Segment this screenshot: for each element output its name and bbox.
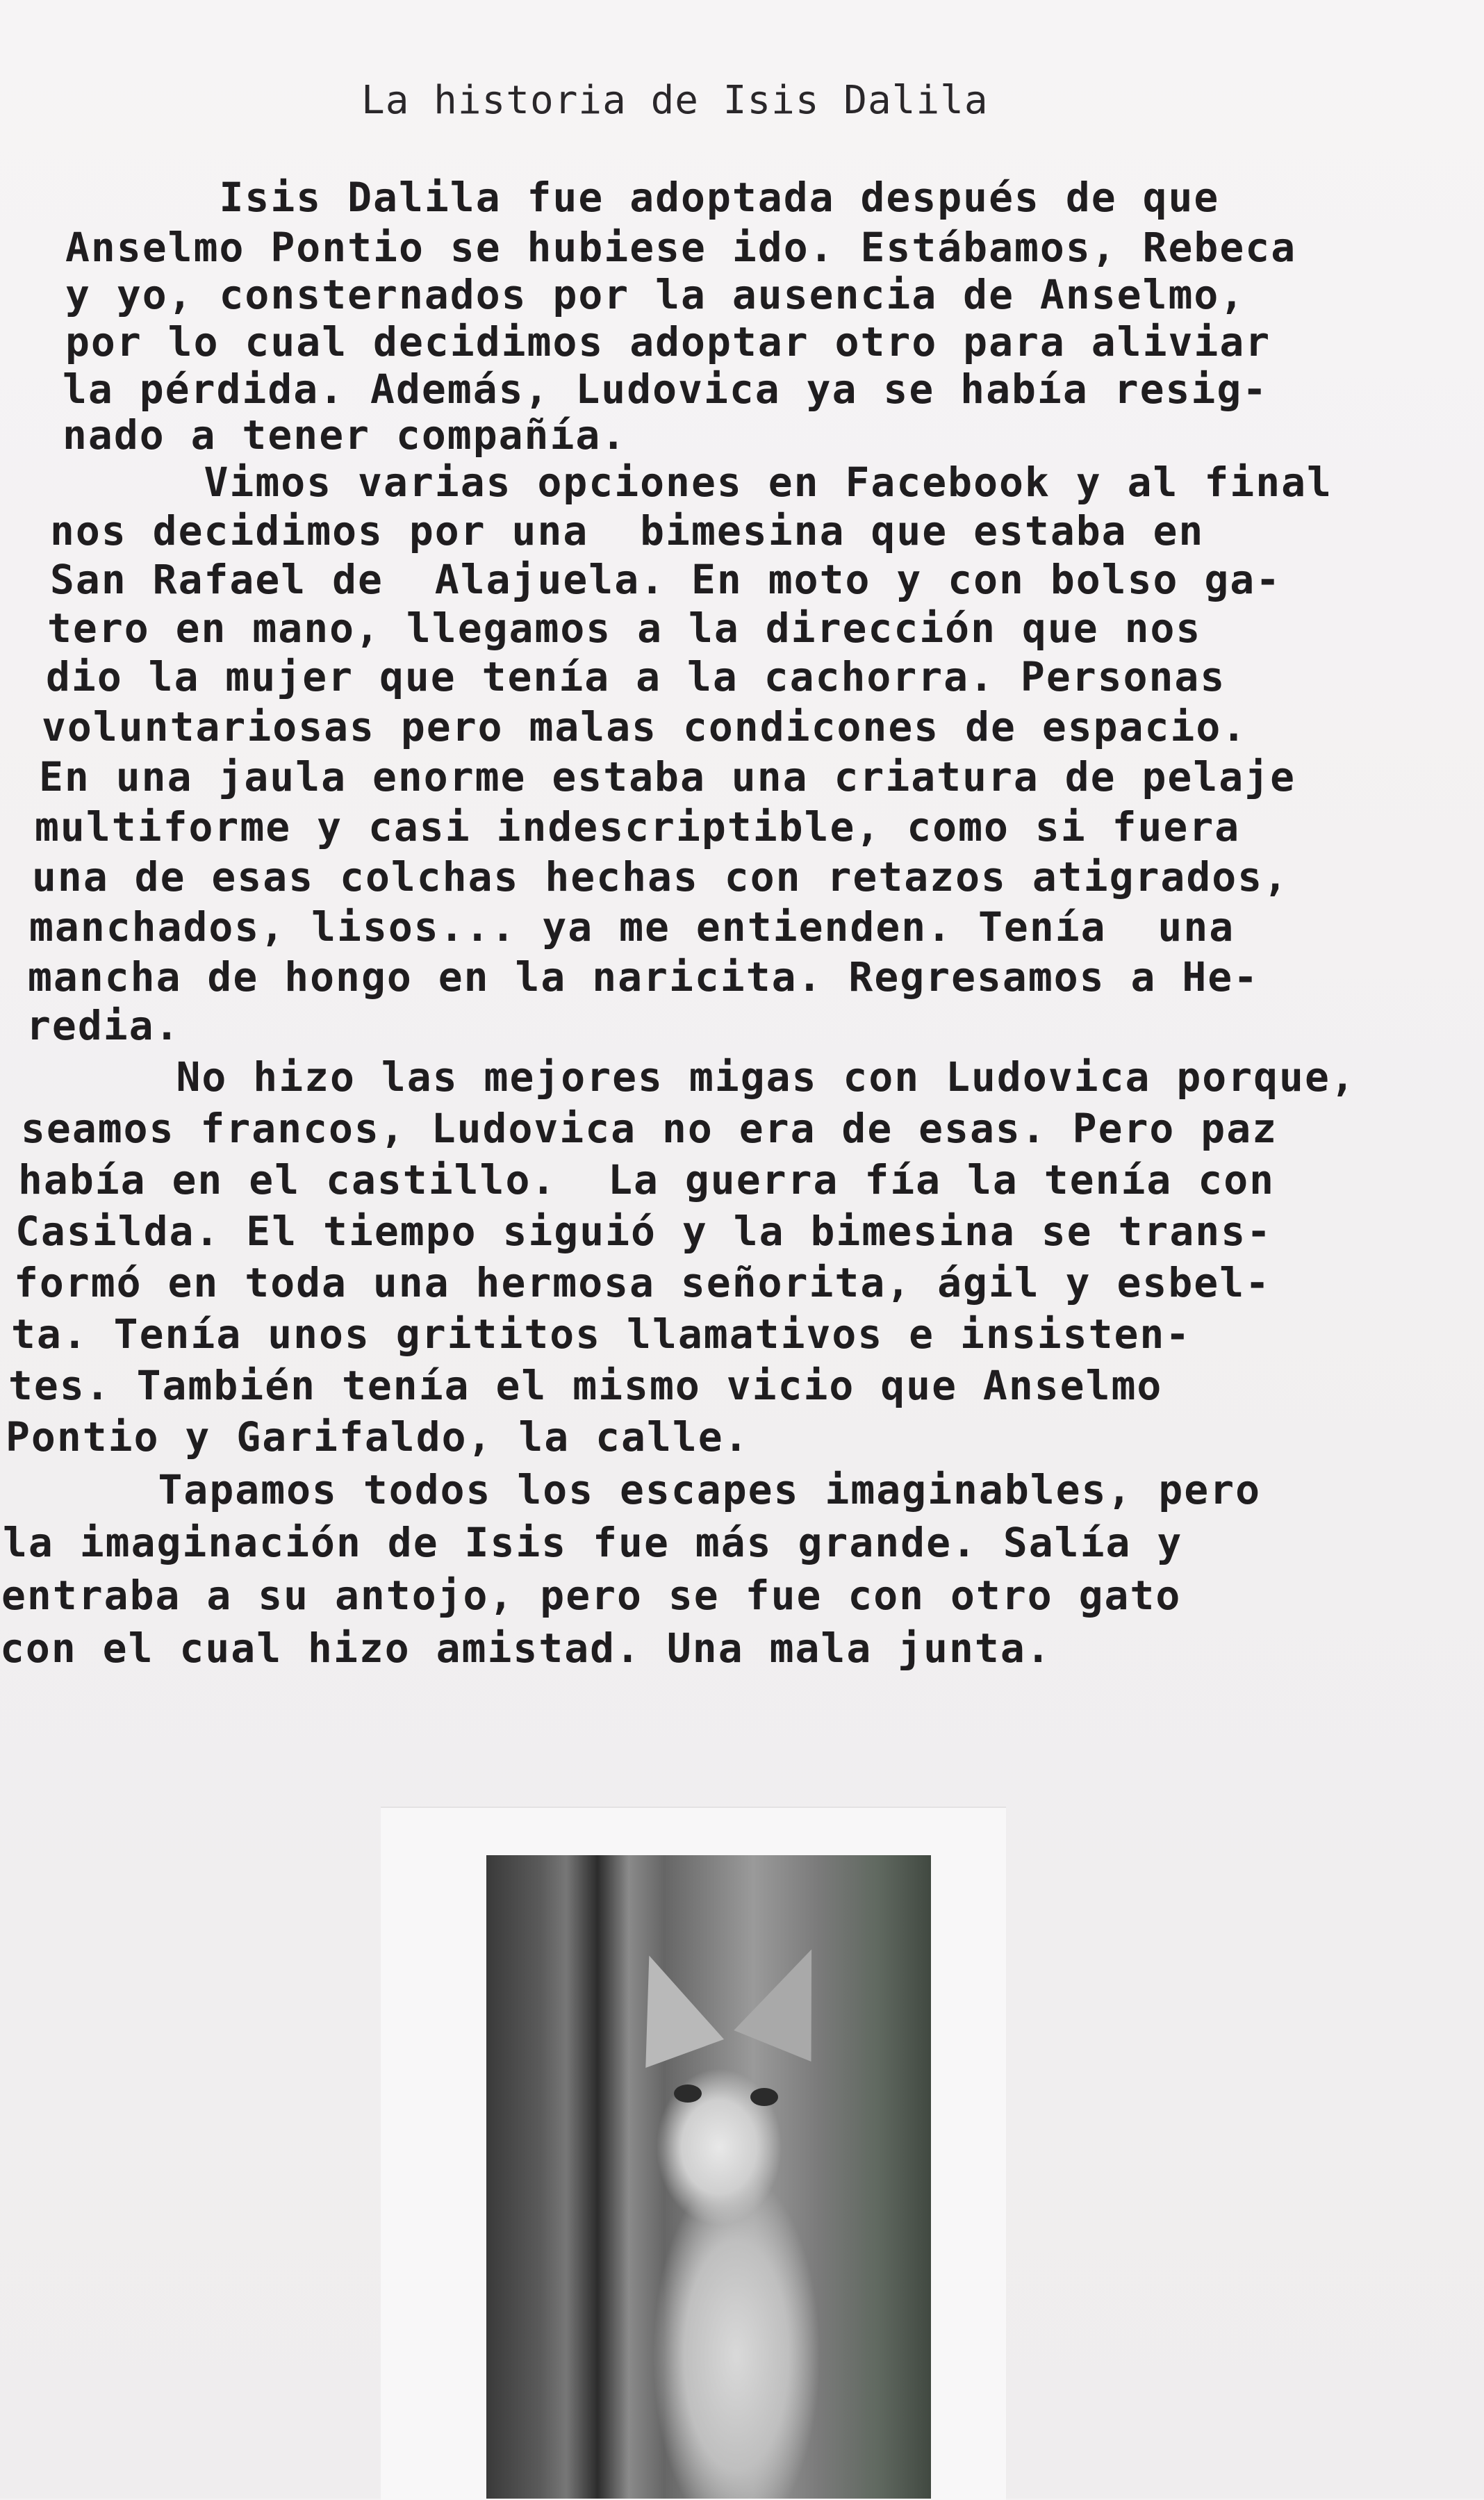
text-line: la imaginación de Isis fue más grande. Salía y <box>3 1519 1183 1566</box>
text-line: con el cual hizo amistad. Una mala junta. <box>0 1625 1052 1672</box>
cat-ear-left <box>610 1941 724 2068</box>
text-line: En una jaula enorme estaba una criatura de pelaje <box>39 753 1296 800</box>
cat-eye-left <box>674 2084 702 2103</box>
text-line: Tapamos todos los escapes imaginables, pero <box>4 1466 1262 1513</box>
text-line: Anselmo Pontio se hubiese ido. Estábamos, Rebeca <box>65 224 1297 271</box>
text-line: Casilda. El tiempo siguió y la bimesina se trans- <box>15 1208 1273 1255</box>
text-line: voluntariosas pero malas condicones de espacio. <box>42 703 1248 750</box>
text-line: seamos francos, Ludovica no era de esas. Pero paz <box>21 1105 1278 1152</box>
text-line: por lo cual decidimos adoptar otro para aliviar <box>65 318 1271 365</box>
text-line: entraba a su antojo, pero se fue con otro gato <box>1 1572 1182 1619</box>
text-line: dio la mujer que tenía a la cachorra. Personas <box>46 653 1226 700</box>
text-line: nos decidimos por una bimesina que estaba en <box>50 507 1205 554</box>
text-line: multiforme y casi indescriptible, como si fuera <box>35 803 1241 850</box>
cat-photo <box>486 1855 931 2499</box>
text-line: manchados, lisos... ya me entienden. Tenía una <box>29 903 1235 951</box>
text-line: redia. <box>26 1002 181 1049</box>
cat-ear-right <box>734 1934 850 2062</box>
text-line: No hizo las mejores migas con Ludovica porque, <box>22 1053 1356 1101</box>
text-line: y yo, consternados por la ausencia de Anselmo, <box>65 271 1246 318</box>
text-line: Pontio y Garifaldo, la calle. <box>6 1413 750 1461</box>
text-line: Isis Dalila fue adoptada después de que <box>65 174 1220 221</box>
cat-eye-right <box>750 2088 778 2106</box>
text-line: ta. Tenía unos grititos llamativos e insisten- <box>11 1310 1192 1358</box>
page-title: La historia de Isis Dalila <box>361 78 989 123</box>
text-line: mancha de hongo en la naricita. Regresamos a He- <box>28 953 1260 1001</box>
text-line: tero en mano, llegamos a la dirección que nos <box>47 605 1202 652</box>
text-line: nado a tener compañía. <box>63 411 627 459</box>
text-line: la pérdida. Además, Ludovica ya se había resig- <box>63 365 1269 413</box>
text-line: tes. También tenía el mismo vicio que Anselmo <box>8 1362 1163 1409</box>
text-line: San Rafael de Alajuela. En moto y con bolso ga- <box>50 556 1282 603</box>
text-line: Vimos varias opciones en Facebook y al final <box>50 459 1333 506</box>
text-line: había en el castillo. La guerra fía la tenía con <box>18 1156 1276 1203</box>
text-line: formó en toda una hermosa señorita, ágil y esbel- <box>14 1259 1271 1306</box>
text-line: una de esas colchas hechas con retazos atigrados, <box>32 853 1289 901</box>
